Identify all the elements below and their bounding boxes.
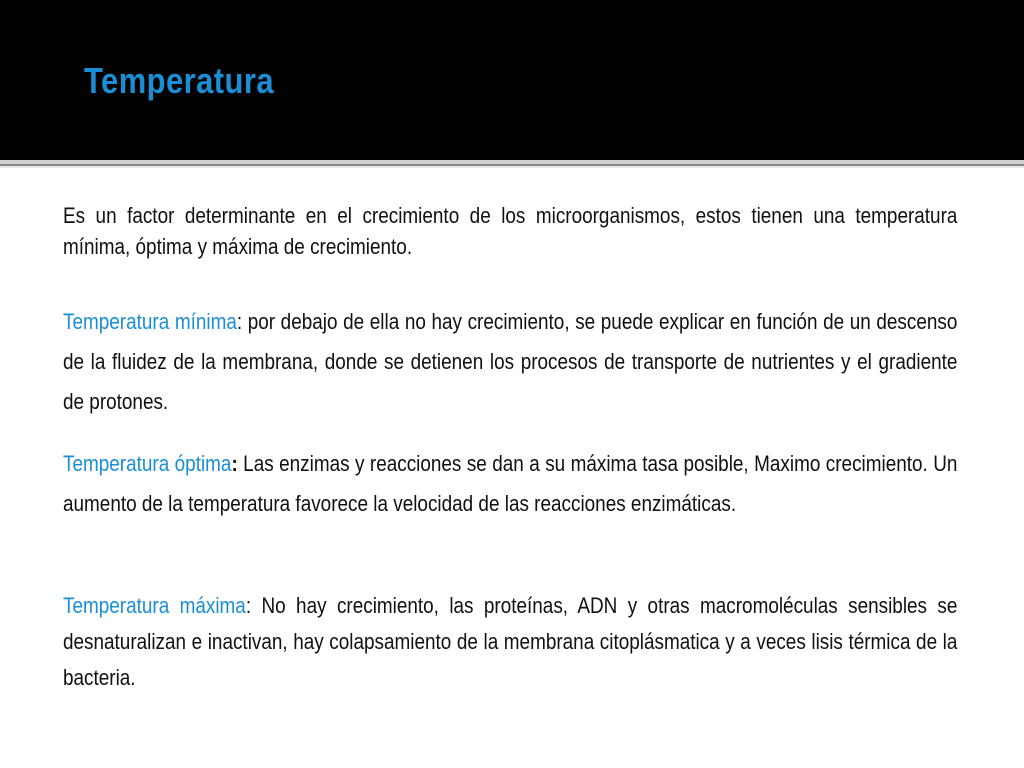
- paragraph-temperatura-minima: [63, 302, 957, 422]
- slide-title: Temperatura: [84, 60, 274, 101]
- header-divider-faint: [0, 166, 1024, 168]
- intro-paragraph: Es un factor determinante en el crecimiento de los microorganismos, estos tienen una temperatura mínima, óptima y máxima de crecimiento.: [63, 203, 958, 259]
- term-temperatura-minima: Temperatura mínima: [63, 309, 237, 334]
- paragraph-temperatura-optima: [63, 444, 957, 524]
- term-temperatura-optima: Temperatura óptima: [63, 451, 232, 476]
- separator-maxima: :: [245, 593, 252, 618]
- term-temperatura-maxima: Temperatura máxima: [63, 593, 246, 618]
- text-temperatura-minima: por debajo de ella no hay crecimiento, se puede explicar en función de un descenso de la fluidez de la membrana, donde se detienen los procesos de transporte de nutrientes y el gradiente de protones.: [63, 309, 958, 414]
- slide-header: [0, 0, 1024, 160]
- separator-minima: :: [236, 309, 243, 334]
- separator-optima: :: [231, 451, 238, 476]
- text-temperatura-optima: Las enzimas y reacciones se dan a su máxima tasa posible, Maximo crecimiento. Un aumento de la temperatura favorece la velocidad de las reacciones enzimáticas.: [63, 451, 958, 516]
- text-temperatura-maxima: No hay crecimiento, las proteínas, ADN y otras macromoléculas sensibles se desnaturalizan e inactivan, hay colapsamiento de la membrana citoplásmatica y a veces lisis térmica de la bacteria.: [63, 593, 958, 690]
- paragraph-temperatura-maxima: [63, 588, 957, 696]
